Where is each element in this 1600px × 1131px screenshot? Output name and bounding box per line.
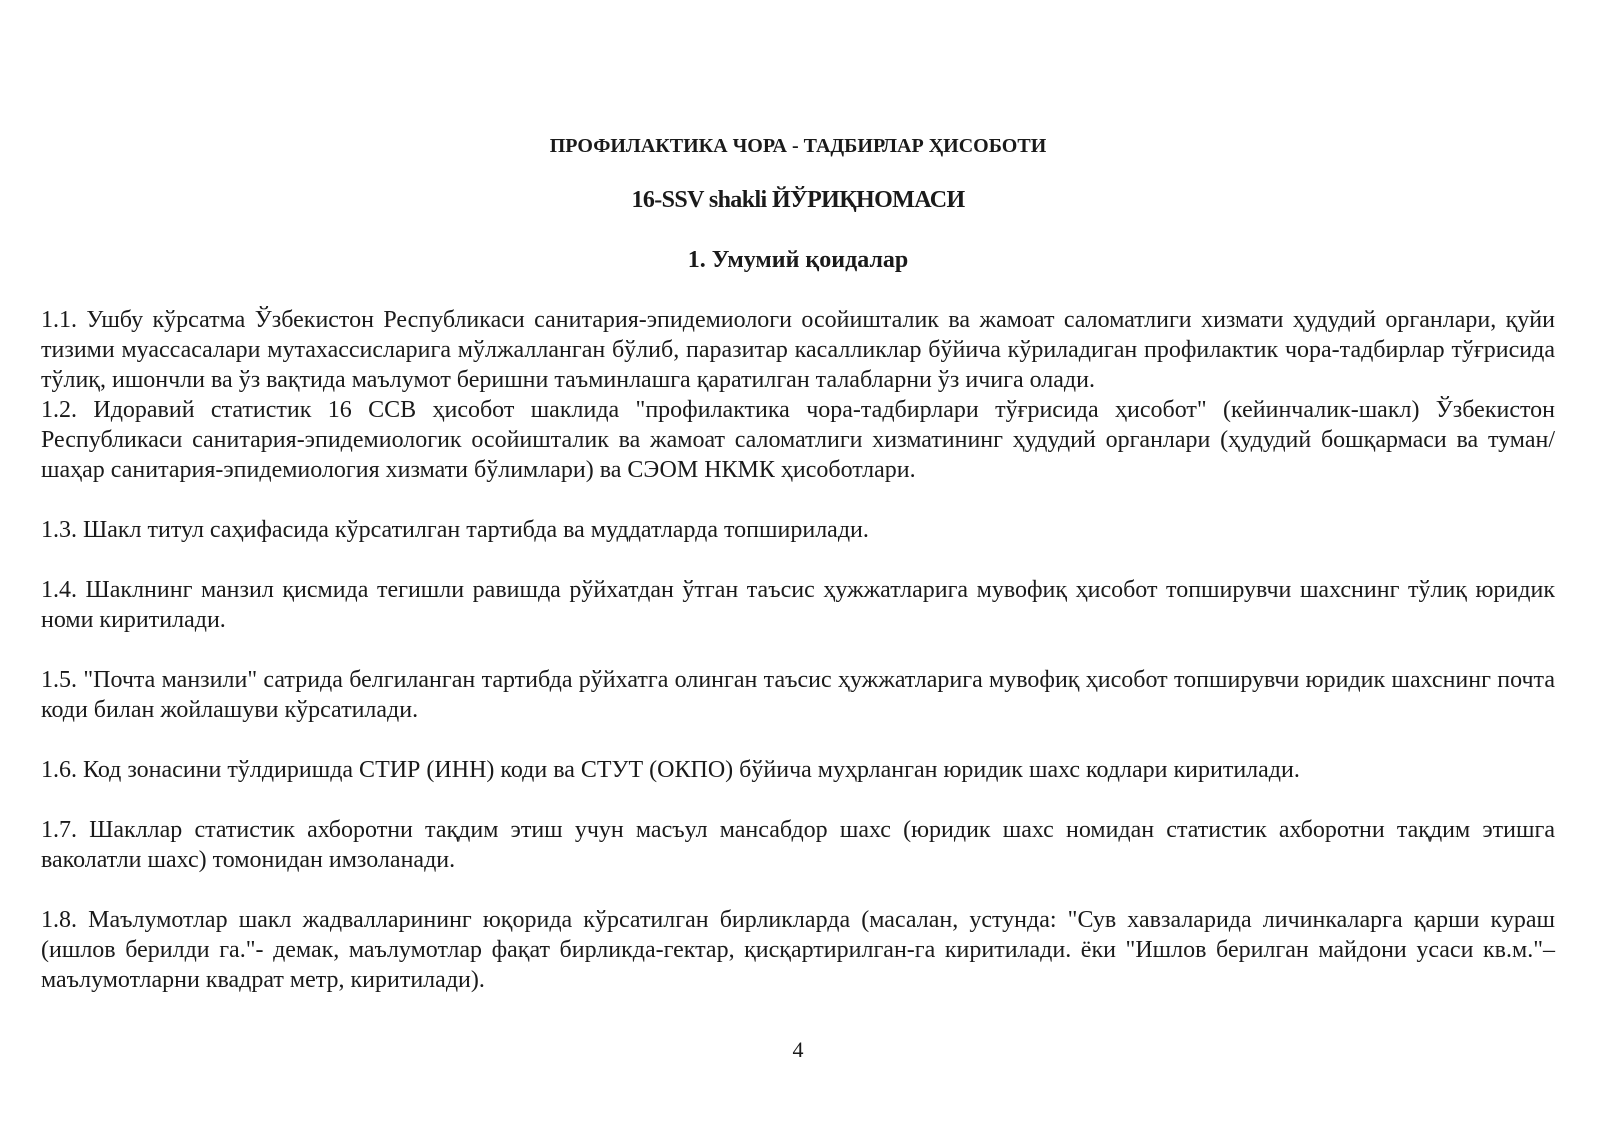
document-page <box>41 0 1555 1131</box>
paragraph-1-3: 1.3. Шакл титул саҳифасида кўрсатилган тартибда ва муддатларда топширилади. <box>41 517 869 543</box>
document-body <box>41 305 1555 995</box>
paragraph-1-6: 1.6. Код зонасини тўлдиришда СТИР (ИНН) коди ва СТУТ (ОКПО) бўйича муҳрланган юридик шахс кодлари киритилади. <box>41 757 1300 783</box>
section-heading: 1. Умумий қоидалар <box>687 247 909 273</box>
paragraph-1-8: 1.8. Маълумотлар шакл жадвалларининг юқорида кўрсатилган бирликларда (масалан, устунда: "Сув хавзаларида личинкаларга қарши кураш (ишлов берилди га."- демак, маълумотлар фақат бирликда-гектар, қисқартирилган-га киритилади. ёки "Ишлов берилган майдони усаси кв.м."– маълумотларни квадрат метр, киритилади). <box>41 907 1555 993</box>
page-number: 4 <box>792 1037 804 1062</box>
paragraph-1-7: 1.7. Шакллар статистик ахборотни тақдим этиш учун масъул мансабдор шахс (юридик шахс номидан статистик ахборотни тақдим этишга ваколатли шахс) томонидан имзоланади. <box>41 817 1555 873</box>
paragraph-1-2: 1.2. Идоравий статистик 16 ССВ ҳисобот шаклида "профилактика чора-тадбирлари тўғрисида ҳисобот" (кейинчалик-шакл) Ўзбекистон Республикаси санитария-эпидемиологик осойишталик ва жамоат саломатлиги хизматининг ҳудудий органлари (ҳудудий бошқармаси ва туман/шаҳар санитария-эпидемиология хизмати бўлимлари) ва СЭОМ НКМК ҳисоботлари. <box>41 397 1555 483</box>
paragraph-1-4: 1.4. Шаклнинг манзил қисмида тегишли равишда рўйхатдан ўтган таъсис ҳужжатларига мувофиқ ҳисобот топширувчи шахснинг тўлиқ юридик номи киритилади. <box>41 577 1555 633</box>
document-title: ПРОФИЛАКТИКА ЧОРА - ТАДБИРЛАР ҲИСОБОТИ <box>549 135 1047 157</box>
document-subtitle: 16-SSV shakli ЙЎРИҚНОМАСИ <box>631 187 965 213</box>
paragraph-1-5: 1.5. "Почта манзили" сатрида белгиланган тартибда рўйхатга олинган таъсис ҳужжатларига мувофиқ ҳисобот топширувчи юридик шахснинг почта коди билан жойлашуви кўрсатилади. <box>41 667 1555 723</box>
paragraph-1-1: 1.1. Ушбу кўрсатма Ўзбекистон Республикаси санитария-эпидемиологи осойишталик ва жамоат саломатлиги хизмати ҳудудий органлари, қуйи тизими муассасалари мутахассисларига мўлжалланган бўлиб, паразитар касалликлар бўйича кўриладиган профилактик чора-тадбирлар тўғрисида тўлиқ, ишончли ва ўз вақтида маълумот беришни таъминлашга қаратилган талабларни ўз ичига олади. <box>41 307 1555 393</box>
